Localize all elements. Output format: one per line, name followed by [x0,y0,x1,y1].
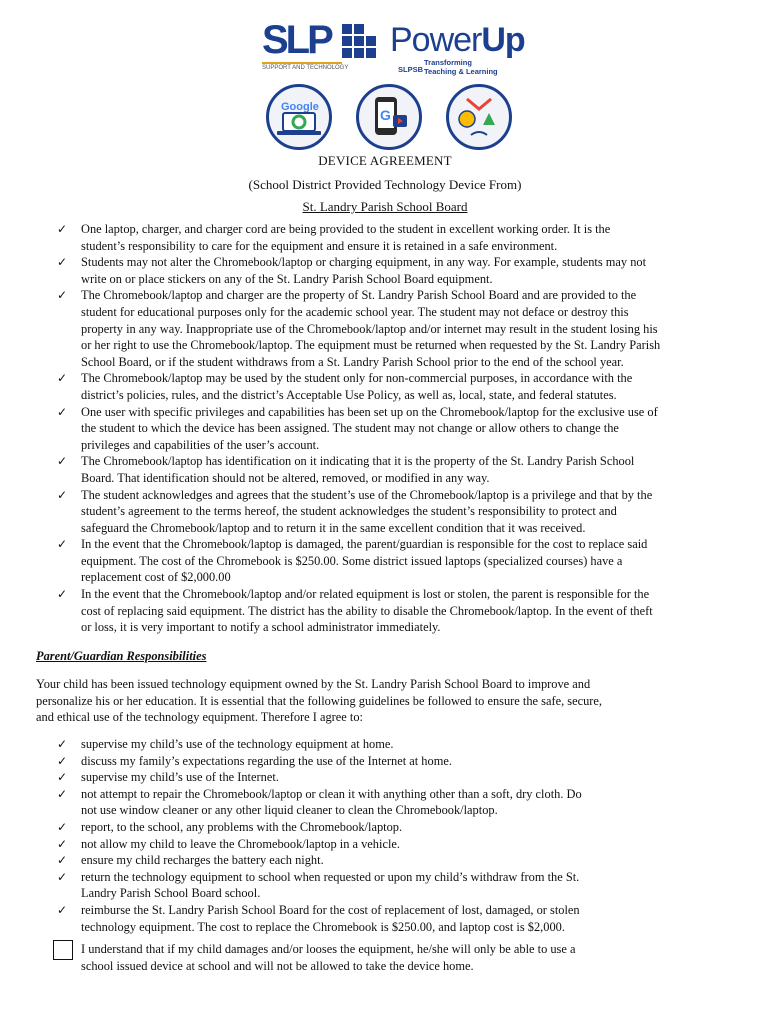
parent-section-intro [36,676,686,726]
text-line: In the event that the Chromebook/laptop and/or related equipment is lost or stolen, the parent is responsible for the [81,587,650,602]
text-line: School Board, or if the student withdraws from a St. Landry Parish School prior to the end of the school year. [81,354,624,369]
text-line: The student acknowledges and agrees that the student’s use of the Chromebook/laptop is a privilege and that by the [81,487,653,502]
text-line: privileges and capabilities of the user’s account. [81,437,320,452]
checkmark-icon: ✓ [57,222,68,236]
text-line: personalize his or her education. It is essential that the following guidelines be followed to ensure the safe, secure, [36,693,603,708]
checkmark-icon: ✓ [57,786,68,801]
checkmark-icon: ✓ [57,869,68,884]
text-line: The Chromebook/laptop may be used by the student only for non-commercial purposes, in accordance with the [81,371,633,386]
text-line: safeguard the Chromebook/laptop and to return it in the same excellent condition that it was received. [81,520,586,535]
agreement-item-7 [57,487,741,537]
text-line: I understand that if my child damages and/or looses the equipment, he/she will only be able to use a [81,942,576,956]
powerup-title-left: Power [390,21,482,59]
text-line: return the technology equipment to school when requested or upon my child’s withdraw from the St. [81,869,580,884]
text-line: Students may not alter the Chromebook/laptop or charging equipment, in any way. For example, students may not [81,255,647,270]
responsibility-item-9 [57,902,681,935]
text-line: and ethical use of the technology equipment. Therefore I agree to: [36,710,363,725]
text-line: not attempt to repair the Chromebook/laptop or clean it with anything other than a soft, dry cloth. Do [81,786,582,801]
text-line: the student to which the device has been assigned. The student may not change or allow others to change the [81,421,619,436]
checkmark-icon: ✓ [57,288,68,303]
text-line: The Chromebook/laptop and charger are the property of St. Landry Parish School Board and are provided to the [81,288,637,303]
text-line: The Chromebook/laptop has identification on it indicating that it is the property of the St. Landry Parish School [81,454,635,469]
text-line: report, to the school, any problems with the Chromebook/laptop. [81,819,403,834]
powerup-org: SLPSB [398,65,424,74]
agreement-item-2 [57,254,741,287]
text-line: cost of replacing said equipment. The district has the ability to disable the Chromebook/laptop. In the event of theft [81,603,653,618]
agreement-item-8 [57,536,741,586]
checkmark-icon: ✓ [57,737,68,751]
powerup-title-right: Up [481,21,525,59]
agreement-item-9 [57,586,741,636]
acknowledgement-checkbox[interactable] [53,940,73,960]
slp-logo-letters: SLP [262,18,331,62]
checkmark-icon: ✓ [57,902,68,917]
checkmark-icon: ✓ [57,836,68,851]
text-line: One user with specific privileges and capabilities has been set up on the Chromebook/laptop for the exclusive use of [81,404,658,419]
agreement-item-6 [57,453,741,486]
checkmark-icon: ✓ [57,454,68,469]
responsibility-item-8 [57,869,681,902]
responsibility-item-5 [57,819,681,836]
text-line: ensure my child recharges the battery each night. [81,853,324,868]
text-line: In the event that the Chromebook/laptop is damaged, the parent/guardian is responsible for the cost to replace said [81,537,648,552]
responsibility-item-2 [57,753,681,770]
checkmark-icon: ✓ [57,487,68,502]
document-title: DEVICE AGREEMENT [318,153,452,168]
text-line: student’s agreement to the terms hereof, the student acknowledges the student’s responsibility to protect and [81,504,617,519]
text-line: Your child has been issued technology equipment owned by the St. Landry Parish School Board to improve and [36,677,591,691]
text-line: replacement cost of $2,000.00 [81,570,231,585]
text-line: equipment. The cost of the Chromebook is $250.00. Some district issued laptops (specialized courses) have a [81,553,623,568]
text-line: student for educational purposes only for the academic school year. The student may not deface or destroy this [81,304,629,319]
text-line: write on or place stickers on any of the St. Landry Parish School Board equipment. [81,271,493,286]
checkmark-icon: ✓ [57,853,68,868]
powerup-tagline-1: Transforming [424,58,472,67]
text-line: district’s policies, rules, and the district’s Acceptable Use Policy, as well as, local, state, and federal statutes. [81,387,617,402]
checkmark-icon: ✓ [57,537,68,552]
document-subtitle: (School District Provided Technology Device From) [248,177,522,192]
checkmark-icon: ✓ [57,819,68,834]
slp-tagline: SUPPORT AND TECHNOLOGY [262,62,342,73]
checkmark-icon: ✓ [57,255,68,270]
agreement-item-5 [57,404,741,454]
text-line: One laptop, charger, and charger cord are being provided to the student in excellent working order. It is the [81,222,611,236]
google-wordmark: Google [281,101,319,113]
text-line: reimburse the St. Landry Parish School Board for the cost of replacement of lost, damaged, or stolen [81,902,580,917]
agreement-list [57,221,741,636]
checkmark-icon: ✓ [57,371,68,386]
text-line: technology equipment. The cost to replace the Chromebook is $250.00, and laptop cost is $2,000. [81,919,565,934]
checkmark-icon: ✓ [57,404,68,419]
acknowledgement-text [81,941,681,974]
text-line: property in any way. Inappropriate use of the Chromebook/laptop and/or internet may result in the student losing his [81,321,658,336]
svg-text:G: G [380,107,391,123]
text-line: not use window cleaner or any other liquid cleaner to clean the Chromebook/laptop. [81,803,498,818]
text-line: student’s responsibility to care for the equipment and ensure it is retained in a safe environment. [81,238,558,253]
text-line: Board. That identification should not be altered, removed, or modified in any way. [81,470,490,485]
agreement-item-4 [57,370,741,403]
text-line: Landry Parish School Board school. [81,886,261,901]
text-line: discuss my family’s expectations regarding the use of the Internet at home. [81,753,452,768]
district-name: St. Landry Parish School Board [302,199,468,214]
text-line: supervise my child’s use of the technology equipment at home. [81,737,394,751]
responsibility-item-1 [57,736,681,753]
checkmark-icon: ✓ [57,587,68,602]
responsibility-item-3 [57,769,681,786]
responsibility-item-6 [57,836,681,853]
text-line: not allow my child to leave the Chromebook/laptop in a vehicle. [81,836,400,851]
parent-responsibility-list [57,736,681,935]
parent-section-title: Parent/Guardian Responsibilities [36,649,207,663]
responsibility-item-4 [57,786,681,819]
text-line: or her right to use the Chromebook/laptop. The equipment must be returned when requested by the St. Landry Parish [81,338,661,353]
agreement-item-1 [57,221,741,254]
powerup-tagline-2: Teaching & Learning [424,67,498,76]
text-line: or loss, it is very important to notify a school administrator immediately. [81,620,441,635]
checkmark-icon: ✓ [57,770,68,785]
agreement-item-3 [57,287,741,370]
text-line: supervise my child’s use of the Internet. [81,770,279,785]
text-line: school issued device at school and will not be allowed to take the device home. [81,958,474,973]
responsibility-item-7 [57,852,681,869]
checkmark-icon: ✓ [57,753,68,768]
